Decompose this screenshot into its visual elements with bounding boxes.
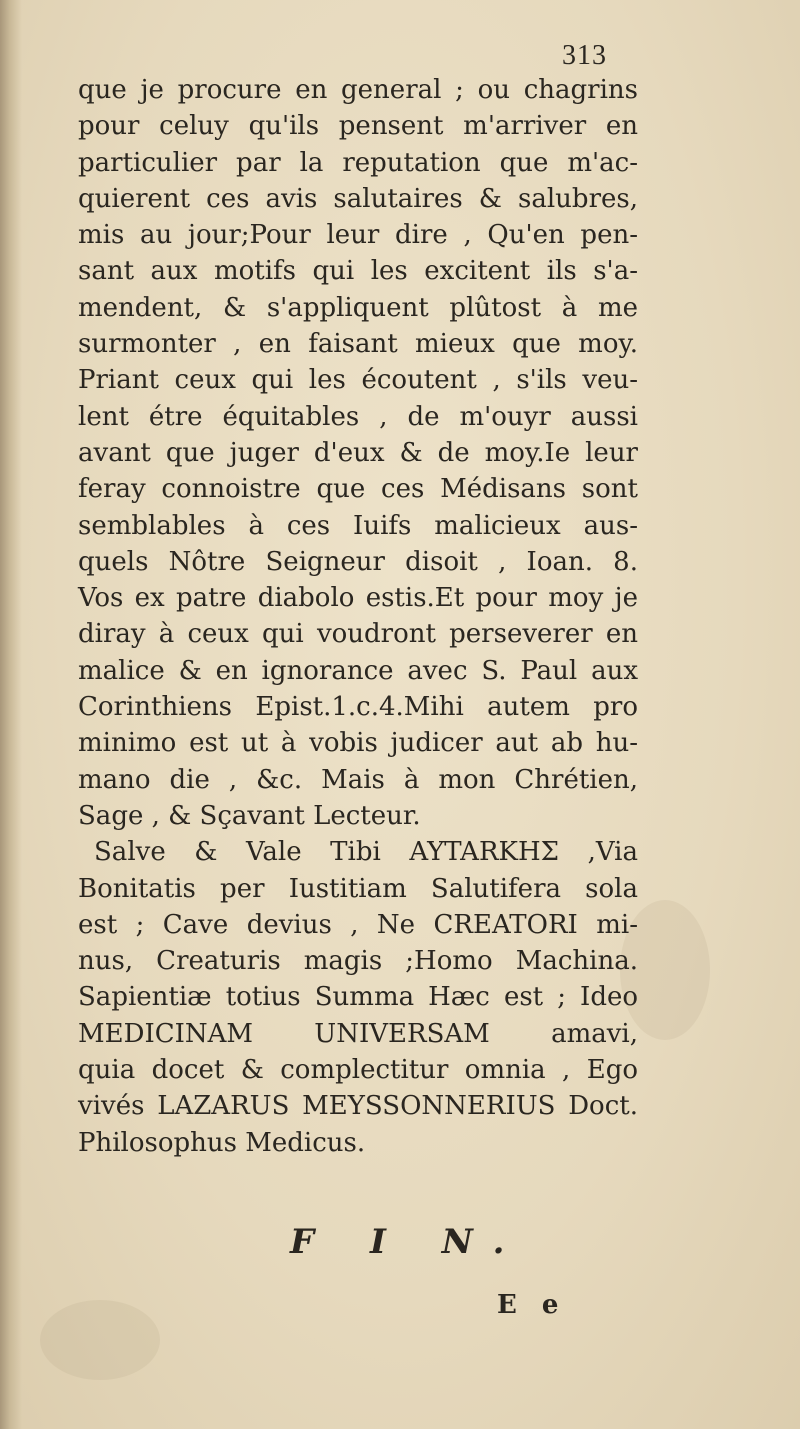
text-line: mendent, & s'appliquent plûtost à me [78,292,638,323]
text-line: Bonitatis per Iustitiam Salutifera sola [78,873,638,904]
text-line: Sage , & Sçavant Lecteur. [78,800,421,831]
text-line: Corinthiens Epist.1.c.4.Mihi autem pro [78,692,638,723]
text-line: quierent ces avis salutaires & salubres, [78,183,638,214]
binding-shadow [0,0,22,1429]
text-line: quels Nôtre Seigneur disoit , Ioan. 8. [78,546,638,577]
text-line: Priant ceux qui les écoutent , s'ils veu- [78,365,638,396]
text-line: diray à ceux qui voudront perseverer en [78,619,638,650]
text-line: Salve & Vale Tibi AYTARKHΣ ,Via [94,837,638,868]
text-line: avant que juger d'eux & de moy.Ie leur [78,437,638,468]
text-line: malice & en ignorance avec S. Paul aux [78,655,638,686]
text-line: semblables à ces Iuifs malicieux aus- [78,510,638,541]
text-line: que je procure en general ; ou chagrins [78,75,638,105]
text-line: nus, Creaturis magis ;Homo Machina. [78,946,638,977]
page-number: 313 [562,40,607,71]
text-line: minimo est ut à vobis judicer aut ab hu- [78,728,638,759]
text-line: pour celuy qu'ils pensent m'arriver en [78,111,638,142]
text-line: quia docet & complectitur omnia , Ego [78,1055,638,1086]
text-line: MEDICINAM UNIVERSAM amavi, [78,1018,638,1049]
fin-heading: F I N. [290,1222,527,1262]
paper-stain [40,1300,160,1380]
text-line: mis au jour;Pour leur dire , Qu'en pen- [78,220,638,251]
text-line: est ; Cave devius , Ne CREATORI mi- [78,909,638,940]
text-line: lent étre équitables , de m'ouyr aussi [78,401,638,432]
signature-mark: E e [497,1290,567,1320]
text-line: surmonter , en faisant mieux que moy. [78,329,638,360]
text-line: Vos ex patre diabolo estis.Et pour moy je [78,583,638,614]
text-line: mano die , &c. Mais à mon Chrétien, [78,764,638,795]
text-line: sant aux motifs qui les excitent ils s'a- [78,256,638,287]
text-line: vivés LAZARUS MEYSSONNERIUS Doct. [78,1091,638,1122]
text-line: Philosophus Medicus. [78,1127,366,1158]
text-line: feray connoistre que ces Médisans sont [78,474,638,505]
body-text [78,72,638,1161]
text-line: Sapientiæ totius Summa Hæc est ; Ideo [78,982,638,1013]
text-line: particulier par la reputation que m'ac- [78,147,638,178]
